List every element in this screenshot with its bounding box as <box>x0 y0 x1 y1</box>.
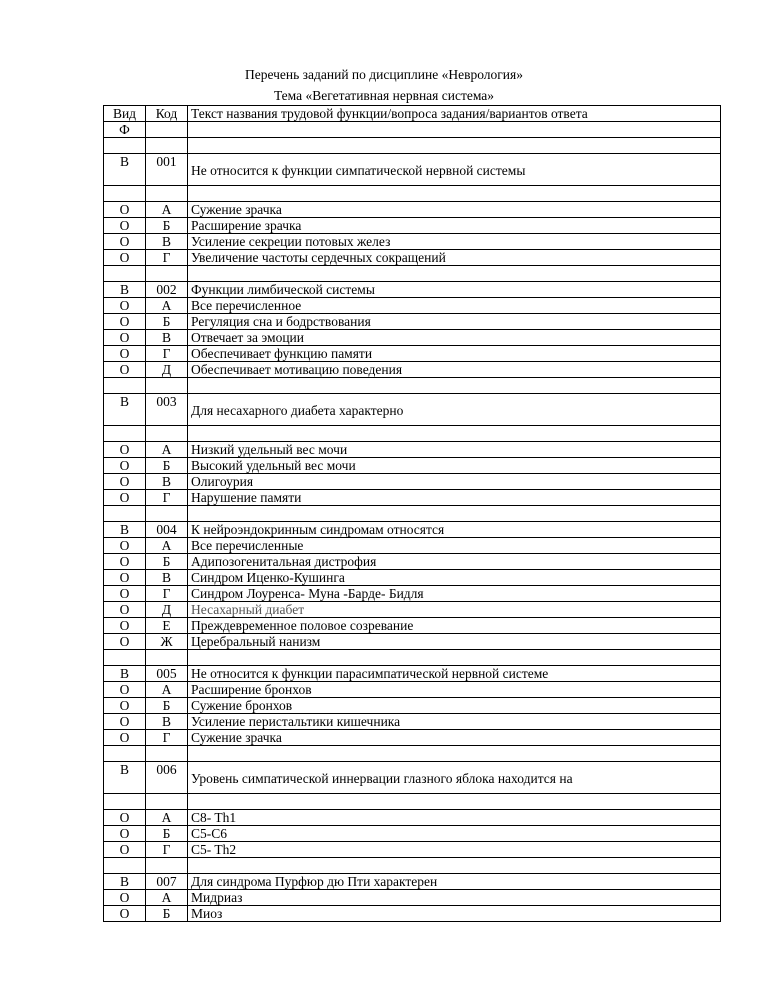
row-kod: 007 <box>146 874 188 890</box>
row-kod: Б <box>146 554 188 570</box>
row-kod: Б <box>146 698 188 714</box>
row-text: Сужение бронхов <box>188 698 721 714</box>
row-vid: О <box>104 202 146 218</box>
table-row <box>104 554 721 570</box>
row-vid: О <box>104 554 146 570</box>
row-text <box>188 794 721 810</box>
row-vid: В <box>104 666 146 682</box>
row-kod: А <box>146 890 188 906</box>
spacer-row <box>104 794 721 810</box>
row-text: Расширение зрачка <box>188 218 721 234</box>
header-text: Текст названия трудовой функции/вопроса задания/вариантов ответа <box>188 106 721 122</box>
row-text <box>188 746 721 762</box>
row-vid: О <box>104 250 146 266</box>
row-text: Олигоурия <box>188 474 721 490</box>
spacer-row <box>104 378 721 394</box>
row-text <box>188 138 721 154</box>
row-kod: Ж <box>146 634 188 650</box>
row-vid: О <box>104 890 146 906</box>
row-text: C5-C6 <box>188 826 721 842</box>
row-text: Несахарный диабет <box>188 602 721 618</box>
row-kod: Г <box>146 490 188 506</box>
row-text: Низкий удельный вес мочи <box>188 442 721 458</box>
row-text: Функции лимбической системы <box>188 282 721 298</box>
row-kod <box>146 138 188 154</box>
table-row <box>104 154 721 186</box>
header-kod: Код <box>146 106 188 122</box>
table-row <box>104 394 721 426</box>
row-vid: В <box>104 762 146 794</box>
row-kod: В <box>146 234 188 250</box>
table-row <box>104 826 721 842</box>
row-text <box>188 378 721 394</box>
row-text: Все перечисленные <box>188 538 721 554</box>
spacer-row <box>104 266 721 282</box>
spacer-row <box>104 746 721 762</box>
row-text: Обеспечивает функцию памяти <box>188 346 721 362</box>
row-kod: Б <box>146 458 188 474</box>
table-row <box>104 842 721 858</box>
row-vid: О <box>104 634 146 650</box>
row-kod <box>146 858 188 874</box>
row-kod: 005 <box>146 666 188 682</box>
table-row <box>104 618 721 634</box>
row-vid: О <box>104 618 146 634</box>
row-text: Сужение зрачка <box>188 730 721 746</box>
questions-table <box>103 105 721 922</box>
table-row <box>104 762 721 794</box>
row-kod: 003 <box>146 394 188 426</box>
row-kod: Б <box>146 314 188 330</box>
row-kod: 004 <box>146 522 188 538</box>
row-kod <box>146 794 188 810</box>
row-text: Все перечисленное <box>188 298 721 314</box>
row-text: Мидриаз <box>188 890 721 906</box>
row-kod: Г <box>146 842 188 858</box>
row-vid: О <box>104 234 146 250</box>
table-row <box>104 810 721 826</box>
row-vid: В <box>104 522 146 538</box>
row-vid: О <box>104 298 146 314</box>
row-text: Не относится к функции парасимпатической нервной системе <box>188 666 721 682</box>
row-kod <box>146 650 188 666</box>
row-text: Адипозогенитальная дистрофия <box>188 554 721 570</box>
row-kod: В <box>146 714 188 730</box>
row-kod <box>146 426 188 442</box>
row-vid: О <box>104 810 146 826</box>
row-text: Усиление перистальтики кишечника <box>188 714 721 730</box>
table-row <box>104 538 721 554</box>
table-header-row <box>104 106 721 122</box>
row-vid: О <box>104 826 146 842</box>
row-vid: О <box>104 698 146 714</box>
row-kod: Б <box>146 826 188 842</box>
header-kod-2 <box>146 122 188 138</box>
table-row <box>104 682 721 698</box>
row-kod: А <box>146 442 188 458</box>
row-vid: О <box>104 586 146 602</box>
row-kod: 002 <box>146 282 188 298</box>
row-kod: Е <box>146 618 188 634</box>
table-row <box>104 282 721 298</box>
row-text: Расширение бронхов <box>188 682 721 698</box>
row-kod: 001 <box>146 154 188 186</box>
table-row <box>104 874 721 890</box>
table-row <box>104 602 721 618</box>
row-vid: О <box>104 346 146 362</box>
table-row <box>104 666 721 682</box>
row-vid <box>104 746 146 762</box>
row-text: Не относится к функции симпатической нервной системы <box>188 154 721 186</box>
row-text: Высокий удельный вес мочи <box>188 458 721 474</box>
row-vid: В <box>104 154 146 186</box>
row-vid: О <box>104 314 146 330</box>
header-vid: Вид <box>104 106 146 122</box>
row-kod: В <box>146 474 188 490</box>
row-kod: А <box>146 810 188 826</box>
row-kod: А <box>146 202 188 218</box>
row-vid <box>104 650 146 666</box>
row-kod: Д <box>146 362 188 378</box>
row-text: Церебральный нанизм <box>188 634 721 650</box>
header-vid-2: Ф <box>104 122 146 138</box>
row-text: Обеспечивает мотивацию поведения <box>188 362 721 378</box>
row-kod: Г <box>146 250 188 266</box>
row-kod <box>146 186 188 202</box>
table-row <box>104 570 721 586</box>
table-row <box>104 730 721 746</box>
row-kod: Б <box>146 218 188 234</box>
row-kod <box>146 378 188 394</box>
row-text: К нейроэндокринным синдромам относятся <box>188 522 721 538</box>
row-vid: О <box>104 682 146 698</box>
spacer-row <box>104 506 721 522</box>
row-vid <box>104 506 146 522</box>
document-title: Перечень заданий по дисциплине «Неврология» <box>245 67 523 82</box>
row-vid <box>104 858 146 874</box>
table-row <box>104 890 721 906</box>
row-vid: В <box>104 282 146 298</box>
row-vid: О <box>104 730 146 746</box>
table-header-row-2 <box>104 122 721 138</box>
row-text: Усиление секреции потовых желез <box>188 234 721 250</box>
row-kod <box>146 506 188 522</box>
row-vid: О <box>104 570 146 586</box>
row-text: Для синдрома Пурфюр дю Пти характерен <box>188 874 721 890</box>
table-row <box>104 522 721 538</box>
row-text: Отвечает за эмоции <box>188 330 721 346</box>
table-row <box>104 714 721 730</box>
table-row <box>104 698 721 714</box>
table-row <box>104 250 721 266</box>
row-text <box>188 426 721 442</box>
table-row <box>104 202 721 218</box>
spacer-row <box>104 426 721 442</box>
row-vid: О <box>104 906 146 922</box>
row-text: Уровень симпатической иннервации глазного яблока находится на <box>188 762 721 794</box>
row-vid <box>104 378 146 394</box>
row-text <box>188 186 721 202</box>
row-text: Для несахарного диабета характерно <box>188 394 721 426</box>
row-vid: В <box>104 394 146 426</box>
table-row <box>104 906 721 922</box>
table-row <box>104 490 721 506</box>
row-text <box>188 266 721 282</box>
table-row <box>104 298 721 314</box>
row-vid: О <box>104 458 146 474</box>
row-kod: А <box>146 298 188 314</box>
table-row <box>104 442 721 458</box>
document-subtitle: Тема «Вегетативная нервная система» <box>273 88 495 103</box>
row-text: Синдром Лоуренса- Муна -Барде- Бидля <box>188 586 721 602</box>
row-text: Увеличение частоты сердечных сокращений <box>188 250 721 266</box>
row-vid: О <box>104 362 146 378</box>
row-text: Регуляция сна и бодрствования <box>188 314 721 330</box>
row-text: Преждевременное половое созревание <box>188 618 721 634</box>
row-text: Нарушение памяти <box>188 490 721 506</box>
row-vid <box>104 794 146 810</box>
spacer-row <box>104 138 721 154</box>
spacer-row <box>104 858 721 874</box>
row-kod: 006 <box>146 762 188 794</box>
row-kod: Г <box>146 586 188 602</box>
row-vid <box>104 426 146 442</box>
row-kod: В <box>146 570 188 586</box>
row-vid: О <box>104 538 146 554</box>
header-text-2 <box>188 122 721 138</box>
row-text: Синдром Иценко-Кушинга <box>188 570 721 586</box>
row-kod <box>146 746 188 762</box>
table-row <box>104 634 721 650</box>
row-vid: О <box>104 474 146 490</box>
row-kod: Б <box>146 906 188 922</box>
row-kod <box>146 266 188 282</box>
row-vid: О <box>104 714 146 730</box>
table-row <box>104 330 721 346</box>
table-row <box>104 458 721 474</box>
row-vid: О <box>104 842 146 858</box>
row-text <box>188 506 721 522</box>
table-row <box>104 314 721 330</box>
row-vid: О <box>104 602 146 618</box>
row-text <box>188 650 721 666</box>
row-vid: О <box>104 330 146 346</box>
row-vid: О <box>104 442 146 458</box>
table-row <box>104 346 721 362</box>
row-text: Сужение зрачка <box>188 202 721 218</box>
row-text: C8- Th1 <box>188 810 721 826</box>
table-row <box>104 218 721 234</box>
row-vid <box>104 186 146 202</box>
row-text: C5- Th2 <box>188 842 721 858</box>
spacer-row <box>104 186 721 202</box>
row-kod: А <box>146 538 188 554</box>
row-kod: Г <box>146 346 188 362</box>
row-kod: А <box>146 682 188 698</box>
row-kod: В <box>146 330 188 346</box>
row-vid: О <box>104 490 146 506</box>
table-row <box>104 474 721 490</box>
row-vid: В <box>104 874 146 890</box>
row-text <box>188 858 721 874</box>
row-vid <box>104 138 146 154</box>
row-kod: Г <box>146 730 188 746</box>
row-vid <box>104 266 146 282</box>
spacer-row <box>104 650 721 666</box>
table-row <box>104 234 721 250</box>
row-kod: Д <box>146 602 188 618</box>
row-text: Миоз <box>188 906 721 922</box>
row-vid: О <box>104 218 146 234</box>
table-row <box>104 586 721 602</box>
table-row <box>104 362 721 378</box>
